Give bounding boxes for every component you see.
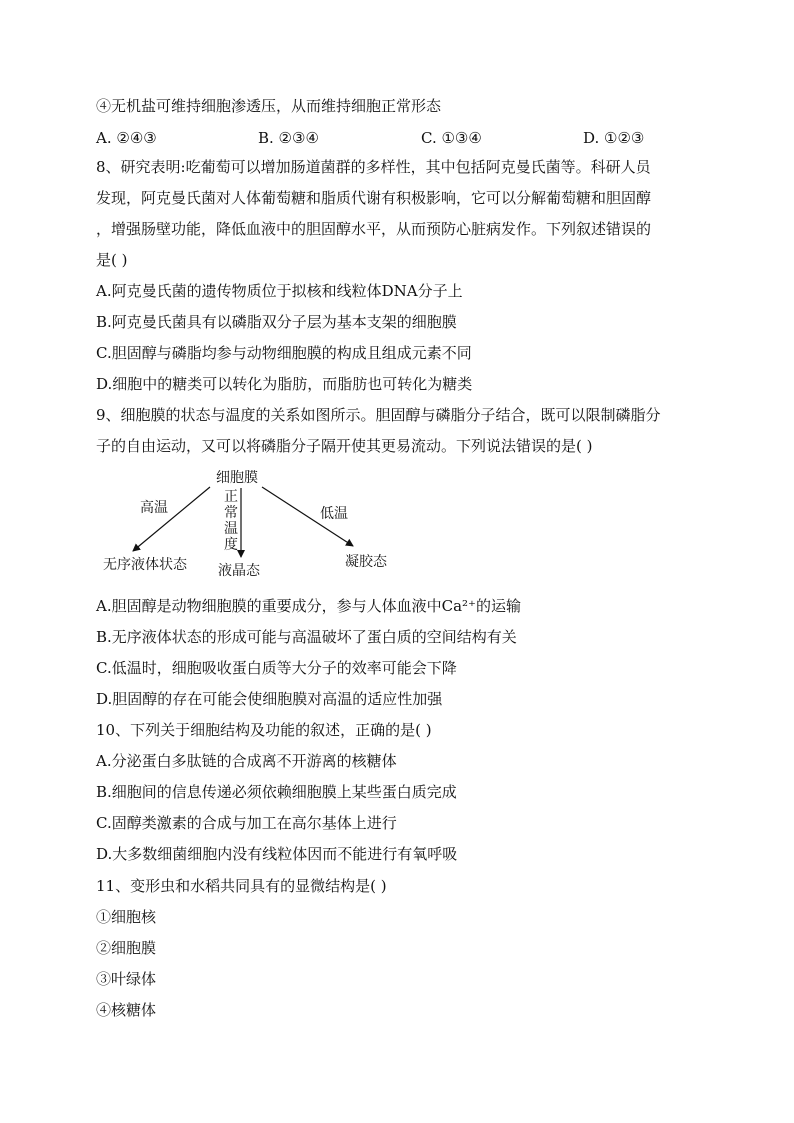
q9-option-a: A.胆固醇是动物细胞膜的重要成分，参与人体血液中Ca²⁺的运输 xyxy=(96,597,521,615)
q9-option-d: D.胆固醇的存在可能会使细胞膜对高温的适应性加强 xyxy=(96,690,443,708)
q11-stem: 11、变形虫和水稻共同具有的显微结构是( ) xyxy=(96,877,387,895)
q8-stem-line-1: 8、研究表明:吃葡萄可以增加肠道菌群的多样性，其中包括阿克曼氏菌等。科研人员 xyxy=(96,158,651,176)
q11-item-3: ③叶绿体 xyxy=(96,970,157,988)
q7-option-b: B. ②③④ xyxy=(258,129,319,147)
q7-item-4: ④无机盐可维持细胞渗透压，从而维持细胞正常形态 xyxy=(96,97,442,115)
state-gel: 凝胶态 xyxy=(345,554,387,570)
q11-item-4: ④核糖体 xyxy=(96,1001,157,1019)
label-high-temp: 高温 xyxy=(140,500,168,516)
label-normal-temp-char: 常 xyxy=(224,505,238,521)
label-low-temp: 低温 xyxy=(320,506,348,522)
q8-option-d: D.细胞中的糖类可以转化为脂肪，而脂肪也可转化为糖类 xyxy=(96,375,473,393)
q7-option-c: C. ①③④ xyxy=(421,129,482,147)
q8-stem-line-2: 发现，阿克曼氏菌对人体葡萄糖和脂质代谢有积极影响，它可以分解葡萄糖和胆固醇 xyxy=(96,189,652,207)
q8-stem-line-3: ，增强肠壁功能，降低血液中的胆固醇水平，从而预防心脏病发作。下列叙述错误的 xyxy=(96,220,652,238)
q9-stem-line-1: 9、细胞膜的状态与温度的关系如图所示。胆固醇与磷脂分子结合，既可以限制磷脂分 xyxy=(96,406,661,424)
q8-option-b: B.阿克曼氏菌具有以磷脂双分子层为基本支架的细胞膜 xyxy=(96,313,457,331)
q8-stem-line-4: 是( ) xyxy=(96,251,128,269)
q9-option-b: B.无序液体状态的形成可能与高温破坏了蛋白质的空间结构有关 xyxy=(96,628,517,646)
label-normal-temp-char: 正 xyxy=(224,489,238,505)
q8-option-a: A.阿克曼氏菌的遗传物质位于拟核和线粒体DNA分子上 xyxy=(96,282,463,300)
q10-option-b: B.细胞间的信息传递必须依赖细胞膜上某些蛋白质完成 xyxy=(96,783,457,801)
state-liquid-crystal: 液晶态 xyxy=(218,563,260,579)
q11-item-2: ②细胞膜 xyxy=(96,939,157,957)
q7-option-a: A. ②④③ xyxy=(96,129,157,147)
q10-option-d: D.大多数细菌细胞内没有线粒体因而不能进行有氧呼吸 xyxy=(96,845,458,863)
q9-stem-line-2: 子的自由运动，又可以将磷脂分子隔开使其更易流动。下列说法错误的是( ) xyxy=(96,437,593,455)
diagram-root-cell-membrane: 细胞膜 xyxy=(216,470,258,486)
q10-stem: 10、下列关于细胞结构及功能的叙述，正确的是( ) xyxy=(96,721,432,739)
q10-option-c: C.固醇类激素的合成与加工在高尔基体上进行 xyxy=(96,814,397,832)
label-normal-temp-char: 度 xyxy=(224,537,238,553)
label-normal-temp-char: 温 xyxy=(224,521,238,537)
q11-item-1: ①细胞核 xyxy=(96,908,157,926)
state-disordered-liquid: 无序液体状态 xyxy=(103,557,187,573)
q9-option-c: C.低温时，细胞吸收蛋白质等大分子的效率可能会下降 xyxy=(96,659,457,677)
label-normal-temp xyxy=(224,489,240,553)
q8-option-c: C.胆固醇与磷脂均参与动物细胞膜的构成且组成元素不同 xyxy=(96,344,472,362)
arrow-to-disordered xyxy=(133,487,210,551)
q10-option-a: A.分泌蛋白多肽链的合成离不开游离的核糖体 xyxy=(96,752,397,770)
q7-option-d: D. ①②③ xyxy=(583,129,645,147)
